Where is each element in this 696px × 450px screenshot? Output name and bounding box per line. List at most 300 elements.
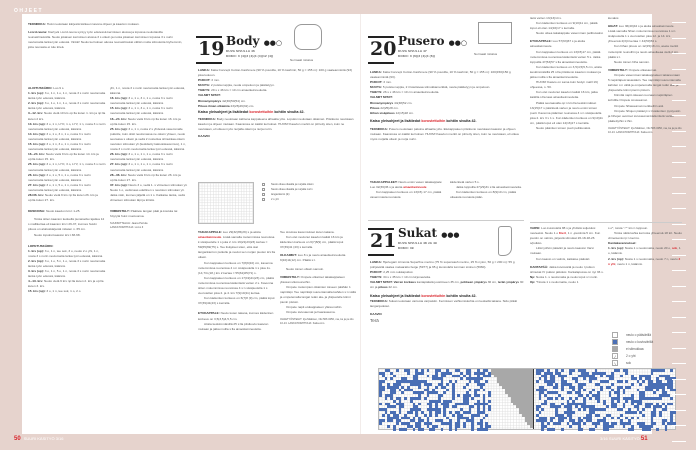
chart-cell-pattern: [488, 394, 491, 397]
instruction-row: [28, 91, 106, 101]
row-text: yht, 1 n, nosta 3 s nurin neulomatta lanka työn edessä, käännä.: [110, 86, 185, 96]
chart-cell-pattern: [418, 386, 421, 389]
chart-cell-pattern: [625, 372, 628, 375]
note-text-end: kohtiin sivulta 42.: [446, 293, 477, 298]
photo-reference: KUVA SIVULLA 48 JA 49: [398, 241, 437, 245]
instruction-row: [110, 152, 188, 162]
chest-text: 44(48)52 cm.: [394, 100, 413, 105]
finishing-text-5: Ompele hihojen päätetyt s:t kädentien pystyosiin ja hihojen avoimet sivusaumat kädentietä varten päätettyihin s:ihin.: [608, 108, 681, 123]
row-label: 25. krs (op):: [110, 126, 128, 131]
technique-label: TEKNIIKKA:: [28, 22, 46, 26]
technique-text: Huivi neulotaan kärjestä kärkeen tasona ohjeen ja kaavion mukaan.: [46, 22, 140, 26]
ruler-tick: [672, 162, 686, 163]
chest-label: Rinnanympärys: [198, 98, 222, 103]
chart-label: KAAVIO: [198, 134, 210, 139]
row-text: Neulo vielä 9 krs np:lla kuten 2. krs ja op:lla kuten 3. krs.: [28, 279, 104, 289]
chart-cell-pattern: [539, 397, 542, 400]
technique-label: TEKNIIKKA:: [370, 298, 388, 303]
other-text: 2 puista nappia, neula ompeluun ja päättelyyn.: [210, 83, 275, 88]
chart-cell-pattern: [623, 405, 626, 408]
technique-label: TEKNIIKKA:: [370, 126, 388, 131]
chart-cell-pattern: [471, 405, 474, 408]
heel-text: Jatka kuvioväriä ja neulo I puikon silmukat IV puikon jatkoksi. Kantalapussa on nyt 36 s.: [530, 264, 604, 274]
row-text: Nosta 1 s neulomatta, neulo 20 o,: [623, 246, 671, 251]
technique-label: TEKNIIKKA:: [198, 116, 216, 121]
footer-left: [14, 436, 63, 442]
yarn-label: LANKA:: [370, 70, 382, 74]
pusero-col2: [450, 180, 524, 200]
chart-cell-pattern: [404, 428, 407, 431]
length-label: Pituus ilman olkaimia: [198, 103, 230, 108]
front-text: Neulo kuten takana, kunnes kädentien korkeus on 3,5(3,5)4,5,5 cm.: [198, 311, 274, 321]
technique-text: Pusero neulotaan paloina alhaalta ylös. Etukappaleen pitsikuvio neulotaan kaavion ja ohjeen mukaan. Kaaviossa on kaikki kerrokset. HUOM! Kaavion merkit on piirretty siten, kuin ne neulotaan, eli oikea myös nurjalla oikein ja nurja nurin.: [370, 126, 519, 142]
finishing-label: VIIMEISTELY:: [110, 209, 130, 214]
footer-right: [600, 436, 651, 442]
chart-cell-pattern: [471, 428, 474, 431]
pattern-number: 20: [370, 38, 397, 60]
heel-np-label: Np:: [530, 274, 536, 279]
front-text-3: Kun kädentien korkeus on 3,5(4,5)5,5 cm, aloita keskimmäisillä 25 s:lla pitsikuvio kaavion mukaan ja jatka muilla s:lla ainaoikeinneuletta.: [530, 64, 602, 80]
legend-label: ei silmukkaa: [626, 347, 644, 352]
chart-cell-pattern: [553, 417, 556, 420]
chart-cell-pattern: [382, 389, 385, 392]
chart-cell-pattern: [488, 375, 491, 378]
chart-cell-pattern: [449, 428, 452, 431]
ruler-tick: [672, 53, 686, 54]
chart-cell-pattern: [656, 389, 659, 392]
chart-cell-pattern: [393, 375, 396, 378]
chart-cell-pattern: [544, 403, 547, 406]
credit: OHJETYÖSTEILIT: Irja Mäkinen, Oki 566 3256, ma, ke ja pe klo 10-13. LANKATOIMITTAJA: Katia.com.: [608, 126, 682, 134]
straps-text-2: Neulo toinen olkain samoin.: [286, 266, 325, 271]
row-label: 37. krs (op):: [110, 182, 128, 187]
ruler-tick: [672, 286, 686, 287]
technique-text: Sukat neulotaan varresta varpaisiin. Kerroksen vaihtumiskohta on keskellä takana. Sido pitkät langanjuoksut.: [370, 298, 518, 308]
finishing-text: Päättele langan päät ja kostuta tai höyrytä huivi muotoonsa.: [110, 209, 178, 219]
front-label: ETUKAPPALE:: [198, 311, 220, 316]
chart-cell-pattern: [606, 428, 609, 431]
legend-item: [262, 197, 352, 202]
chart-cell-pattern: [589, 397, 592, 400]
row-text: 3 o, 1 n, 3 o, 1 n, nosta 3 s nurin neulomatta lanka työn edessä, käännä.: [28, 142, 91, 152]
chart-cell-pattern: [639, 383, 642, 386]
foot-len-text: 22 cm.: [388, 285, 398, 290]
sleeves-text-2: Kun hihan pituus on 12(15)18 cm, aseta merkit molempiin reunoihin ja neulo ainaoikeaa vielä 2 cm, päätä s:t.: [608, 44, 679, 59]
straps-label: OLKAIMET:: [280, 253, 297, 258]
chart-cell-pattern: [379, 394, 382, 397]
row-text-end: , 1 o, käännä.: [608, 246, 681, 256]
chart-cell-pattern: [432, 428, 435, 431]
row-label: 1. krs (op):: [28, 91, 44, 96]
chart-cell-pattern: [583, 389, 586, 392]
instruction-row: [28, 162, 106, 172]
chart-cell-pattern: [589, 380, 592, 383]
chart-cell-pattern: [564, 417, 567, 420]
foot-circ-text: 30 cm ja: [370, 280, 524, 290]
pattern-title: [398, 226, 460, 240]
row-highlight: sok: [670, 246, 678, 251]
chart-cell-pattern: [651, 372, 654, 375]
pusero-col1: [370, 180, 444, 200]
ruler-tick: [672, 255, 686, 256]
chart-cell-pattern: [611, 425, 614, 428]
shawl-col2: [110, 86, 188, 230]
leg-section-text-3: Liitä työhön pääväri ja neulo kaavion Varsi mukaan.: [530, 246, 594, 256]
section-divider: [530, 222, 682, 223]
chart-cell-pattern: [457, 394, 460, 397]
lace-chart: [198, 182, 254, 224]
difficulty-rating: ●●○: [263, 38, 283, 47]
leg-text: kantapäästä joustimeen 35 cm,: [416, 280, 460, 285]
heel-label: KANTAPÄÄ:: [530, 264, 549, 269]
neck-text-2: Kun kädentien korkeus on 9(10)11 cm, päätä loput eli olan 14(16)17 s kerralla.: [530, 21, 598, 31]
pattern-subinfo: [226, 49, 273, 59]
page-edge-ruler: [668, 0, 696, 450]
row-label: 4.–13. krs:: [28, 279, 44, 284]
other-label: MUUTA:: [198, 83, 210, 88]
chart-cell-pattern: [463, 425, 466, 428]
magazine-label: 3/16 SUURI KÄSITYÖ: [600, 436, 640, 441]
front-text-4: HUOM! Kaavio on sama kuin bodyn mallI 19) ohjeessa, s. 50.: [530, 80, 598, 90]
chart-cell-pattern: [561, 419, 564, 422]
chart-cell-pattern: [617, 400, 620, 403]
icord-label: I-cord-reuna:: [28, 30, 48, 35]
foot-len-label: pituus: [378, 285, 388, 290]
row-label: 1. krs (op):: [28, 248, 44, 253]
measures-label: VALMIIT MITAT:: [370, 95, 393, 100]
chart-cell-pattern: [575, 397, 578, 400]
ruler-tick: [672, 193, 686, 194]
front-text-6: Päätä seuraavalla op:n krs:lla keskimmäiset 13(15)17 s pääntietä varten ja neulo ensin toinen puoli. Kavenna pääntien reunassa 4 s:n sisäpuolella joka 2. krs 3 x 1 s. Kun kädentien korkeus on 9(10)11 cm, päätä loput eli olan 14(16)17 s kerralla.: [530, 100, 603, 125]
chart-cell-pattern: [469, 380, 472, 383]
instruction-row: [110, 106, 188, 116]
chart-cell-pattern: [583, 383, 586, 386]
chart-cell-pattern: [550, 397, 553, 400]
row-label: 3.–12. krs:: [28, 111, 44, 116]
instruction-row: [28, 183, 106, 193]
ruler-tick: [672, 394, 686, 395]
ruler-tick: [672, 224, 686, 225]
chart-cell-pattern: [653, 391, 656, 394]
chart-cell-pattern: [656, 428, 659, 431]
chart-cell-pattern: [441, 394, 444, 397]
needles-label: PUIKOT:: [370, 270, 383, 275]
chart-cell-pattern: [393, 405, 396, 408]
chart-cell-pattern: [452, 397, 455, 400]
finishing-text-3: Ompele napit etukappaleen yläreunoihin.: [286, 305, 343, 310]
row-label: 26. krs (np):: [28, 172, 46, 177]
chest-text: 42(46)50(54) cm.: [222, 98, 246, 103]
front-text: Luo 57(63)67 s ja aloita ainaoikeinneule.: [530, 39, 585, 49]
row-label: 27. krs (op):: [28, 182, 46, 187]
chart-cell-pattern: [595, 425, 598, 428]
heel-np-text: Nosta 1. s neulomatta ja neulo loput s:t nurin.: [536, 274, 599, 279]
chart-cell-pattern: [611, 377, 614, 380]
chart-cell-pattern: [435, 425, 438, 428]
sleeves-text: Luo 36(40)42 s ja aloita ainaoikeinneule. Lisää samalla hihan molemmissa reunoissa 1 s:n sisäpuolella 1 s vuorotellen joka 12. ja 14. krs yhteensä 4(3)4 kertaa = 44(50)54 s.: [608, 24, 676, 44]
chart-cell-pattern: [637, 417, 640, 420]
row-text: Neulo vielä 9 krs np:lla kuten 16. krs ja op:lla kuten 15. krs.: [110, 116, 181, 126]
chart-cell-pattern: [382, 414, 385, 417]
title-text: Pusero: [398, 34, 445, 48]
size-info: KOKO: 0 (6)(3 (4)(4 (6)): [398, 54, 436, 58]
chart-cell-pattern: [396, 369, 399, 372]
note-text: Katso yleisohjeet ja lisätiedot: [198, 110, 249, 115]
row-text: Neulo vielä 9 krs op:lla kuten 14. krs ja op:lla kuten 15. krs.: [28, 152, 99, 162]
length-text: 22(25)28 cm.: [380, 105, 399, 110]
yarn-text: Hjertegarn Armonia Superfine merino (75 % superwash merino, 25 % nylon, 50 g = 200 m): 55 g pohjaväriä vaalea melaarattu beige (5977) ja 65 g kuvioväriä tumman sininen (5660).: [370, 260, 515, 270]
row-label: 27. krs (op):: [110, 162, 128, 167]
chart-cell-pattern: [628, 386, 631, 389]
title-text: Sukat: [398, 226, 438, 240]
garment-sketch: [478, 22, 512, 44]
straps-text: Luo 8 s ja neulo ainaoikeinneuletta 9(10)11(12) cm. Päätä s:t.: [280, 253, 346, 263]
needles-text: 3 mm.: [383, 80, 392, 85]
ruler-tick: [672, 38, 686, 39]
page-number: 51: [640, 436, 648, 442]
magazine-spread: [22, 14, 682, 434]
instruction-row: [110, 183, 188, 203]
gauge-label: TIHEYS:: [370, 90, 383, 95]
ruler-tick: [672, 69, 686, 70]
ruler-tick: [672, 146, 686, 147]
armhole-text-3: Kun kädentien korkeus on 8(9)10 cm, päätä oikeasta reunasta pään-: [450, 190, 517, 200]
back-highlight: ainaoikeinneule: [198, 235, 222, 240]
gauge-label: TIHEYS:: [198, 88, 211, 93]
row-text: 3 o, 1 n, 3 o, 1 n, nosta 3 s nurin neulomatta lanka työn edessä, käännä.: [110, 106, 173, 116]
front-text-7: Neulo pääntien toinen puoli peilikuvaksi.: [536, 125, 592, 130]
chart-cell-pattern: [623, 425, 626, 428]
yarn-text: Katia Concept Cotton-Cashmere (90 % puuvilla, 10 % kashmir, 50 g = 155 m): 100(150)150 g vaaleanmintä (93).: [370, 70, 511, 80]
page-number: 50: [14, 436, 21, 442]
chart-cell-pattern: [387, 425, 390, 428]
row-text: 3 o, 1 n, 5 o, 1 n, nosta 3 s nurin neulomatta lanka työn edessä, käännä.: [28, 269, 106, 279]
chart-cell-pattern: [581, 428, 584, 431]
instruction-row: [28, 101, 106, 111]
chart-cell-pattern: [653, 414, 656, 417]
front-label: ETUKAPPALE:: [530, 39, 552, 44]
chart-cell-pattern: [382, 419, 385, 422]
sleeve-text: 12(15)18 cm.: [395, 110, 414, 115]
chart-cell-pattern: [625, 380, 628, 383]
chart-cell-pattern: [483, 383, 486, 386]
chart-cell-pattern: [561, 369, 564, 372]
back-text-2: . Lisää samalla molemmissa reunoissa k sisäpuolelle 1 s joka 2. krs 19(21)23(23) kertaa = 59(65)69(75) s. Tee lisäykset siten, että otat langankierron puikolle ja neulot sen nurjan puolen krs:lla oikein.: [198, 235, 276, 260]
legend-swatch: /: [612, 353, 618, 359]
chart-cell-pattern: [446, 389, 449, 392]
legend-swatch: [612, 346, 618, 352]
gauge-text: 34 s x 35 krs = 10 cm kirjoneuletta.: [383, 275, 431, 280]
leg-section-text-4: Kun kaavio on valmis, katkaise pääväri.: [536, 256, 591, 261]
chart-cell-pattern: [457, 425, 460, 428]
chart-cell-pattern: [642, 408, 645, 411]
chart-cell-pattern: [561, 389, 564, 392]
chart-cell-pattern: [541, 408, 544, 411]
sock-sketch: [498, 226, 512, 256]
ruler-tick: [672, 208, 686, 209]
middle-label: KESKIOSA:: [28, 209, 46, 214]
chart-cell-pattern: [477, 389, 480, 392]
instruction-row: [110, 162, 188, 172]
note-highlight: korostettuihin: [421, 293, 446, 298]
row-label: 15. krs (op):: [28, 142, 46, 147]
chart-cell-pattern: [569, 372, 572, 375]
back-text: Neulo ensin vasen takakappale: Luo 32(36)36 s ja aloita: [370, 180, 443, 190]
finishing-text-2: Ompele vasemman takakappaleen takareunaan 5 napinläpeä tasavälein. Tee napinläpi suurentamalla kahden s:n väliä ja ompelemalla langat reiän ala- ja yläpuolelle kiinni pienin pistoin.: [608, 72, 681, 93]
chart-cell-pattern: [382, 380, 385, 383]
ruler-tick: [672, 270, 686, 271]
chart-cell-pattern: [413, 428, 416, 431]
ruler-tick: [672, 239, 686, 240]
ruler-tick: [672, 425, 686, 426]
chart-cell-pattern: [469, 389, 472, 392]
chart-cell-pattern: [600, 375, 603, 378]
instruction-row: [110, 173, 188, 183]
chart-cell-pattern: [438, 411, 441, 414]
chart-cell-pattern: [539, 377, 542, 380]
instruction-row: [110, 117, 188, 127]
row-label: 14. krs (np):: [28, 131, 46, 136]
chart-cell-pattern: [595, 377, 598, 380]
ruler-tick: [672, 332, 686, 333]
legend-label: 2 o yht: [271, 198, 279, 201]
chart-cell-pattern: [634, 411, 637, 414]
legend-label: neulo o päävärillä: [626, 333, 651, 338]
ruler-tick: [672, 115, 686, 116]
neck-text: tietä varten 13(13)14 s.: [530, 16, 562, 20]
chart-cell-pattern: [404, 397, 407, 400]
row-text: 3 o, 1 n, nosta 2 s yhdessä vasemmalle puikolle, kuin olisit neulomassa ne oikein yhteen, neulo seuraava s oikein ja vedä 2 nostettua silmukkaa oikein neulotun silmukan yli (keskitetty kaksoiskavennus), 1 n, nosta 3 s nurin neulomatta lanka työn edessä, käännä.: [110, 126, 186, 152]
chart-cell-pattern: [547, 422, 550, 425]
back-label: TAKAKAPPALE:: [198, 230, 222, 234]
heel-op-text: *Nosta 1 s neulomatta, neulo 1: [536, 279, 579, 284]
row-text: 3 o, 1 n, 1 o, 1 n, nosta 3 s nurin neulomatta lanka työn edessä, käännä.: [110, 162, 173, 172]
title-text: Body: [226, 34, 260, 48]
row-label: 13. krs (op):: [28, 121, 46, 126]
gauge-text: 26 s x 46 krs = 10 cm ainaoikeinneuletta.: [383, 90, 440, 95]
chart-cell-pattern: [452, 414, 455, 417]
difficulty-rating: ●●●: [441, 230, 460, 239]
chart-cell-pattern: [379, 403, 382, 406]
row-text: 3 o, 1 o, 5 n, 1 o, nosta 3 s nurin neulomatta lanka työn edessä, käännä.: [28, 172, 91, 182]
leg-label: Varren korkeus: [393, 280, 416, 285]
front-text-2: Aloita keskimmäisillä 25 s:lla pitsikuvio kaavion mukaan ja jatka muilla s:lla ainaoikeinneuletta.: [198, 321, 269, 331]
calf-text: 36 cm,: [487, 280, 497, 285]
chart-cell-pattern: [555, 397, 558, 400]
instruction-row: [28, 249, 106, 259]
legend-swatch: \: [612, 360, 618, 366]
measures-label: VALMIIT MITAT:: [198, 93, 221, 98]
neck-text-3: Neulo oikea takakappale vasemman peilikuvaksi.: [536, 31, 604, 36]
legend-swatch: [262, 183, 265, 186]
instruction-row: [28, 269, 106, 279]
chart-cell-pattern: [620, 414, 623, 417]
pattern-subinfo: [398, 49, 435, 59]
chart-cell-pattern: [572, 411, 575, 414]
chart-cell-pattern: [623, 391, 626, 394]
needles-label: PUIKOT:: [370, 80, 383, 85]
chart-cell-pattern: [455, 405, 458, 408]
side-text-2: Kun olet neulonut kaavion kaikki 16 krs ja kädentien korkeus on 6(7)8(9) cm, päätä loput 37(39)41 (43) s kerralla.: [280, 235, 344, 250]
header-rule: [368, 62, 394, 64]
chart-cell-pattern: [558, 405, 561, 408]
row-label: 16. krs (np):: [110, 96, 128, 101]
chart-cell-pattern: [435, 414, 438, 417]
chart-cell-pattern: [427, 375, 430, 378]
chart-cell-pattern: [541, 428, 544, 431]
chart-cell-pattern: [564, 375, 567, 378]
chart-cell-pattern: [578, 408, 581, 411]
photo-reference: KUVA SIVULLA 46: [226, 49, 255, 53]
note-text-end: kohtiin sivulta 42.: [446, 118, 477, 123]
continued-text: kuvaksi.: [608, 16, 620, 20]
continued-rows: [110, 86, 188, 203]
body-col2: [280, 230, 356, 326]
section-label: OHJEET: [14, 8, 44, 14]
magazine-label: SUURI KÄSITYÖ 3/16: [23, 436, 64, 441]
measures-label: VALMIIT MITAT:: [370, 280, 393, 285]
chart-cell-pattern: [427, 394, 430, 397]
chart-cell-pattern: [653, 422, 656, 425]
length-text: 23(26)29(32) cm.: [230, 103, 255, 108]
chart-cell-pattern: [569, 391, 572, 394]
chart-cell-pattern: [463, 386, 466, 389]
heel-op-label: Op:: [530, 279, 536, 284]
chart-cell-pattern: [583, 422, 586, 425]
chart-cell-pattern: [485, 380, 488, 383]
sukat-col2: [530, 226, 604, 285]
legend-swatch: [262, 188, 265, 191]
chart-cell-pattern: [396, 422, 399, 425]
chart-cell-pattern: [427, 369, 430, 372]
instruction-row: [28, 289, 106, 294]
row-text: 3 o, 1 n, tee sok, 3 o, neulo 2 o yht, 1 n, nosta 3 s nurin neulomatta lanka työn edessä, käännä.: [28, 248, 103, 258]
ruler-tick: [672, 177, 686, 178]
sock-colorwork-chart: [378, 368, 676, 430]
instruction-row: [28, 122, 106, 132]
finishing-text: Ompele olkaimet takakappaleen yläosan ulkoreunoihin.: [280, 274, 345, 284]
armhole-text: kädentietä varten 5 s.: [450, 180, 480, 184]
chart-cell-pattern: [446, 405, 449, 408]
ruler-tick: [672, 317, 686, 318]
legend-label: Neulo oikea oikealla ja nurjalla nurin: [271, 188, 313, 191]
start-rows: [28, 91, 106, 203]
pusero-specs: [370, 70, 525, 145]
chart-center-line: [533, 369, 534, 429]
calf-label: pohkeen ympärys: [460, 280, 487, 285]
size-info: KOKO: 0 (4)(3 (4)(4 (4)(12 (4)): [226, 54, 274, 58]
shawl-intro: [28, 22, 186, 53]
chart-cell-pattern: [642, 380, 645, 383]
chart-cell-pattern: [421, 372, 424, 375]
finishing-text-3: Kiinnitä napit oikeaan reunaan napinläpien kohdille.Ompele sivusaumat.: [608, 93, 673, 103]
row-text: 3 o, 1 o, 1 n, 1 o, nosta 3 s nurin neulomatta lanka työn edessä, käännä.: [28, 101, 106, 111]
yarn-label: LANKA:: [370, 260, 382, 264]
legend-swatch: [612, 332, 618, 338]
chart-cell-pattern: [488, 425, 491, 428]
back-highlight: ainaoikeinneule: [403, 185, 427, 190]
chart-cell-pattern: [446, 383, 449, 386]
row-label: 2. krs (np):: [28, 101, 44, 106]
foot-circ-label: terän ympärys: [497, 280, 520, 285]
chart-cell-pattern: [614, 422, 617, 425]
chart-cell-pattern: [561, 428, 564, 431]
row-text: 3 o, 1 o, 1 n, 1 o, nosta 3 s nurin neulomatta lanka työn edessä, käännä.: [110, 152, 173, 162]
instruction-row: [28, 152, 106, 162]
chart-cell-pattern: [477, 394, 480, 397]
icord-text: Kiertyvä i-cord-reuna syntyy työn edetessä kerroksen alussa ja lopussa neulottavilla reunasilmukoilla. Neulo jokaisen kerroksen alussa 3 s oikein ja nosta jokaisen kerroksen lopussa 3 s nurin neulomatta lanka työn edessä. Vinkki! Neulo kerroksen alussa reunasilmukat vähän muita silmukoita löyhemmin, jotta reunasta ei tule kireä.: [28, 30, 183, 50]
ruler-tick: [672, 441, 686, 442]
